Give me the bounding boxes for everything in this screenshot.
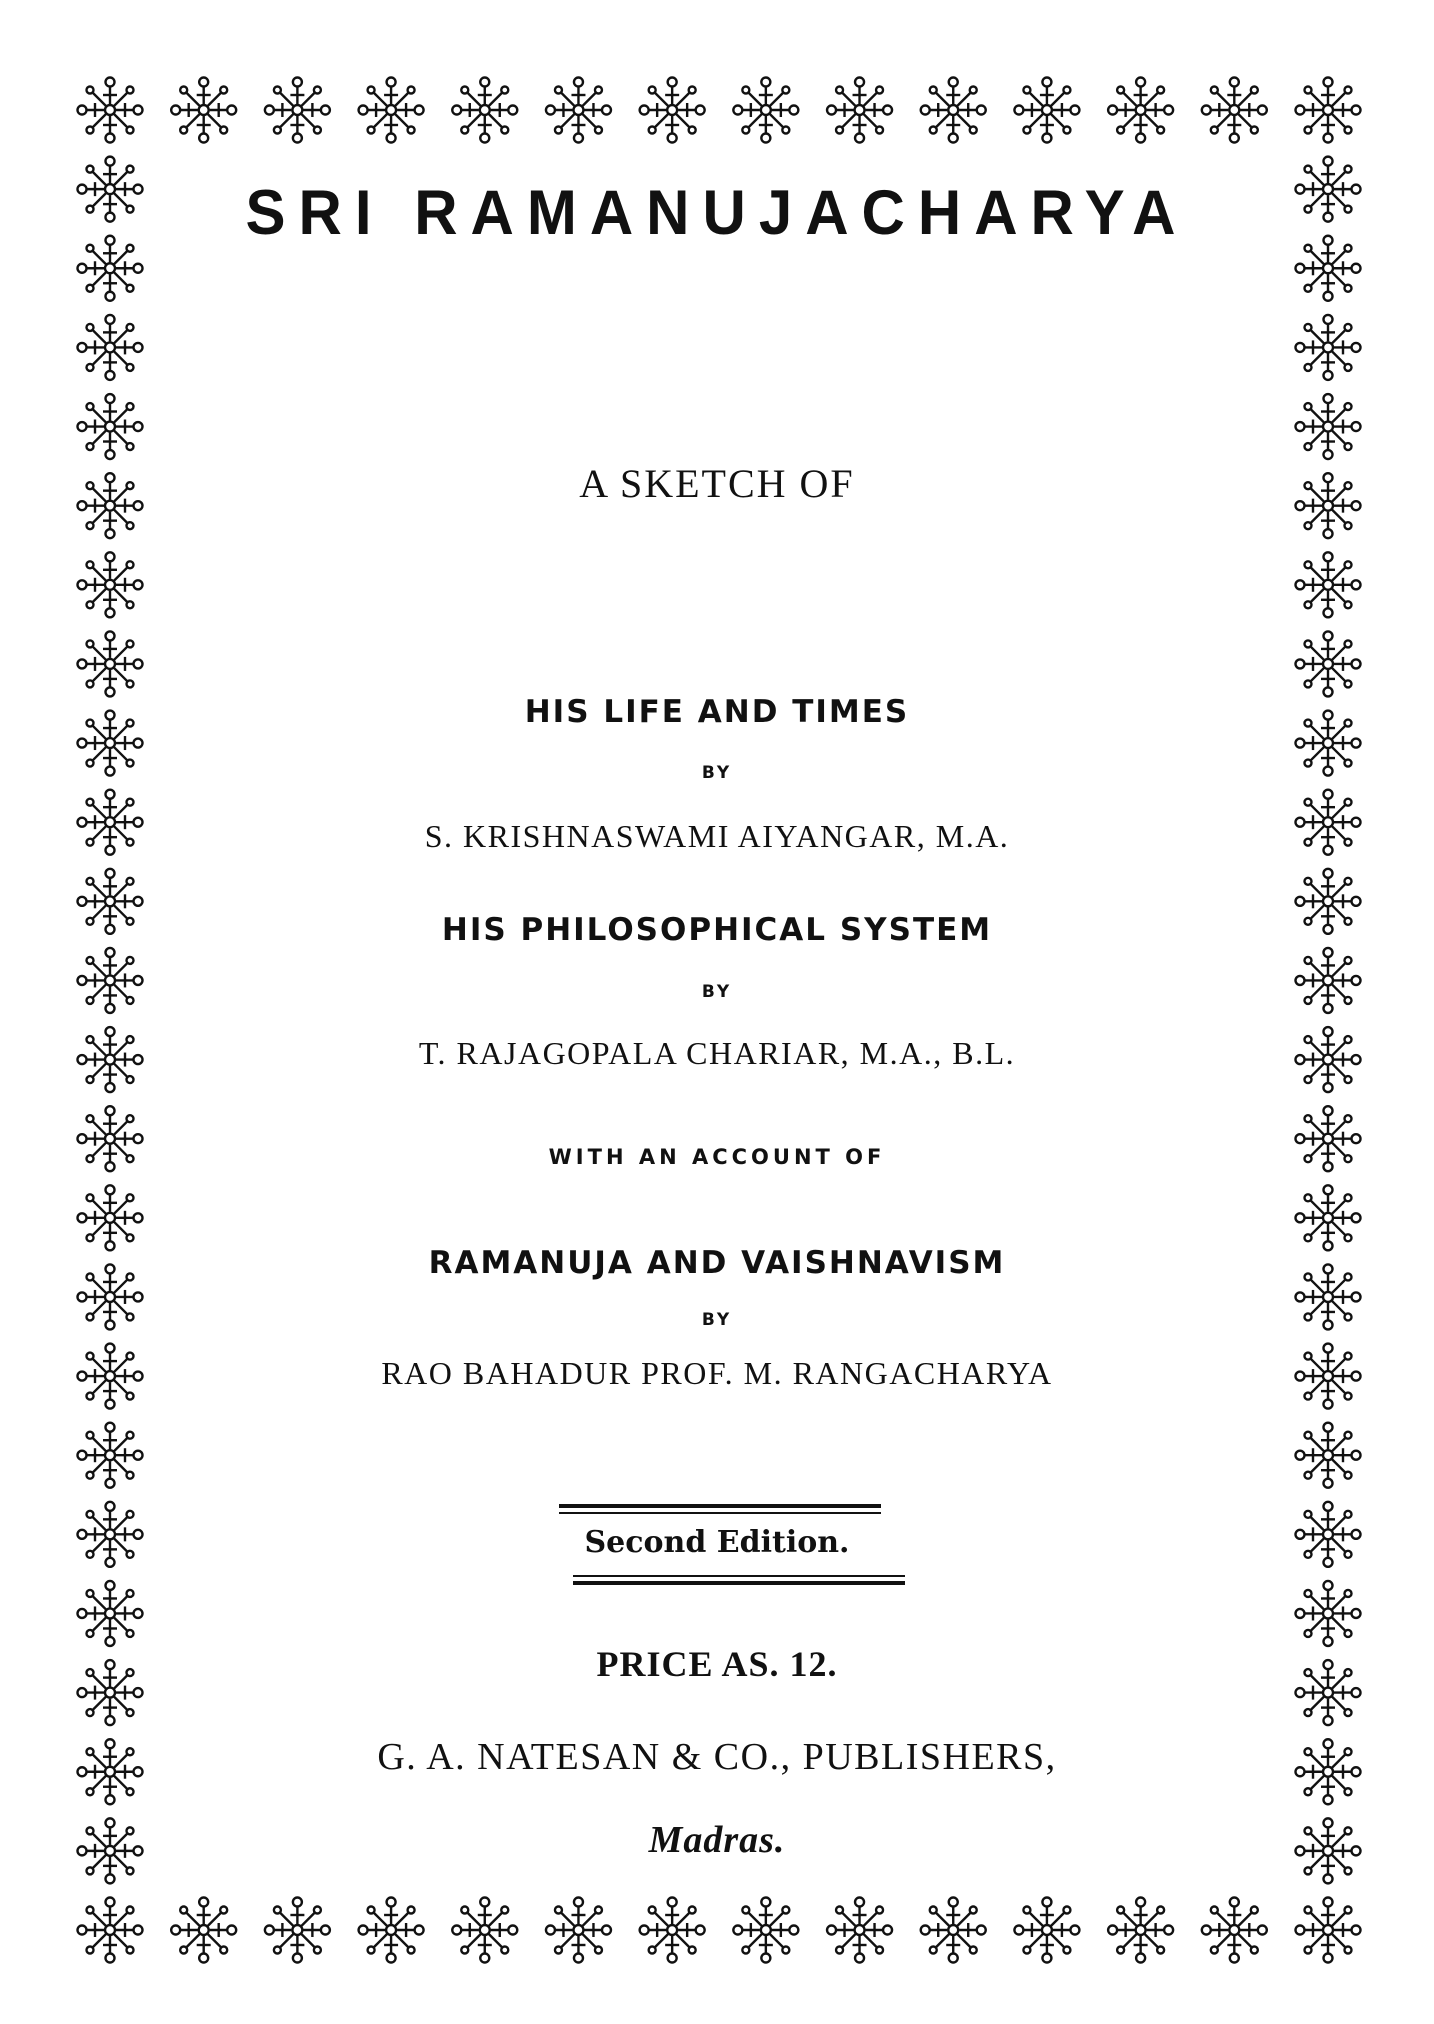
edition-rule-top-thick: [559, 1504, 881, 1508]
snowflake-ornament-icon: [78, 78, 143, 143]
part1-by: BY: [701, 763, 733, 783]
snowflake-ornament-icon: [78, 631, 143, 696]
snowflake-ornament-icon: [78, 1898, 143, 1963]
snowflake-ornament-icon: [1108, 78, 1173, 143]
part1-author: S. KRISHNASWAMI AIYANGAR, M.A.: [424, 818, 1010, 854]
publisher-place: Madras.: [648, 1819, 786, 1861]
publisher: G. A. NATESAN & CO., PUBLISHERS,: [377, 1736, 1057, 1778]
snowflake-ornament-icon: [1296, 1581, 1361, 1646]
snowflake-ornament-icon: [265, 1898, 330, 1963]
part2-author: T. RAJAGOPALA CHARIAR, M.A., B.L.: [418, 1035, 1016, 1071]
part1-heading: HIS LIFE AND TIMES: [524, 694, 910, 730]
snowflake-ornament-icon: [78, 1581, 143, 1646]
snowflake-ornament-icon: [452, 1898, 517, 1963]
snowflake-ornament-icon: [359, 1898, 424, 1963]
snowflake-ornament-icon: [78, 552, 143, 617]
edition-rule-bottom-thin: [573, 1575, 905, 1577]
part3-heading: RAMANUJA AND VAISHNAVISM: [428, 1245, 1006, 1281]
part2-by: BY: [701, 982, 733, 1002]
snowflake-ornament-icon: [921, 78, 986, 143]
snowflake-ornament-icon: [78, 1185, 143, 1250]
book-title: SRI RAMANUJACHARYA: [245, 177, 1189, 248]
snowflake-ornament-icon: [1014, 1898, 1079, 1963]
snowflake-ornament-icon: [546, 1898, 611, 1963]
snowflake-ornament-icon: [640, 1898, 705, 1963]
snowflake-ornament-icon: [78, 1423, 143, 1488]
subtitle: A SKETCH OF: [579, 461, 855, 506]
snowflake-ornament-icon: [78, 948, 143, 1013]
snowflake-ornament-icon: [452, 78, 517, 143]
snowflake-ornament-icon: [1296, 552, 1361, 617]
snowflake-ornament-icon: [1108, 1898, 1173, 1963]
snowflake-ornament-icon: [78, 315, 143, 380]
snowflake-ornament-icon: [1014, 78, 1079, 143]
part3-author: RAO BAHADUR PROF. M. RANGACHARYA: [381, 1355, 1053, 1391]
snowflake-ornament-icon: [827, 78, 892, 143]
snowflake-ornament-icon: [1296, 78, 1361, 143]
snowflake-ornament-icon: [1296, 394, 1361, 459]
snowflake-ornament-icon: [1202, 78, 1267, 143]
account-intro: WITH AN ACCOUNT OF: [548, 1145, 886, 1169]
snowflake-ornament-icon: [1296, 1423, 1361, 1488]
snowflake-ornament-icon: [1296, 1898, 1361, 1963]
snowflake-ornament-icon: [1296, 948, 1361, 1013]
snowflake-ornament-icon: [1296, 1185, 1361, 1250]
snowflake-ornament-icon: [827, 1898, 892, 1963]
snowflake-ornament-icon: [1202, 1898, 1267, 1963]
snowflake-ornament-icon: [733, 78, 798, 143]
snowflake-ornament-icon: [733, 1898, 798, 1963]
snowflake-ornament-icon: [921, 1898, 986, 1963]
edition-rule-top-thin: [559, 1512, 881, 1514]
snowflake-ornament-icon: [1296, 631, 1361, 696]
snowflake-ornament-icon: [78, 394, 143, 459]
price: PRICE AS. 12.: [596, 1644, 838, 1684]
snowflake-ornament-icon: [1296, 315, 1361, 380]
part3-by: BY: [701, 1310, 733, 1330]
edition-rule-bottom-thick: [573, 1581, 905, 1585]
snowflake-ornament-icon: [640, 78, 705, 143]
edition-label: Second Edition.: [584, 1525, 850, 1560]
snowflake-ornament-icon: [171, 78, 236, 143]
snowflake-ornament-icon: [359, 78, 424, 143]
part2-heading: HIS PHILOSOPHICAL SYSTEM: [441, 912, 993, 948]
snowflake-ornament-icon: [546, 78, 611, 143]
snowflake-ornament-icon: [171, 1898, 236, 1963]
snowflake-ornament-icon: [265, 78, 330, 143]
